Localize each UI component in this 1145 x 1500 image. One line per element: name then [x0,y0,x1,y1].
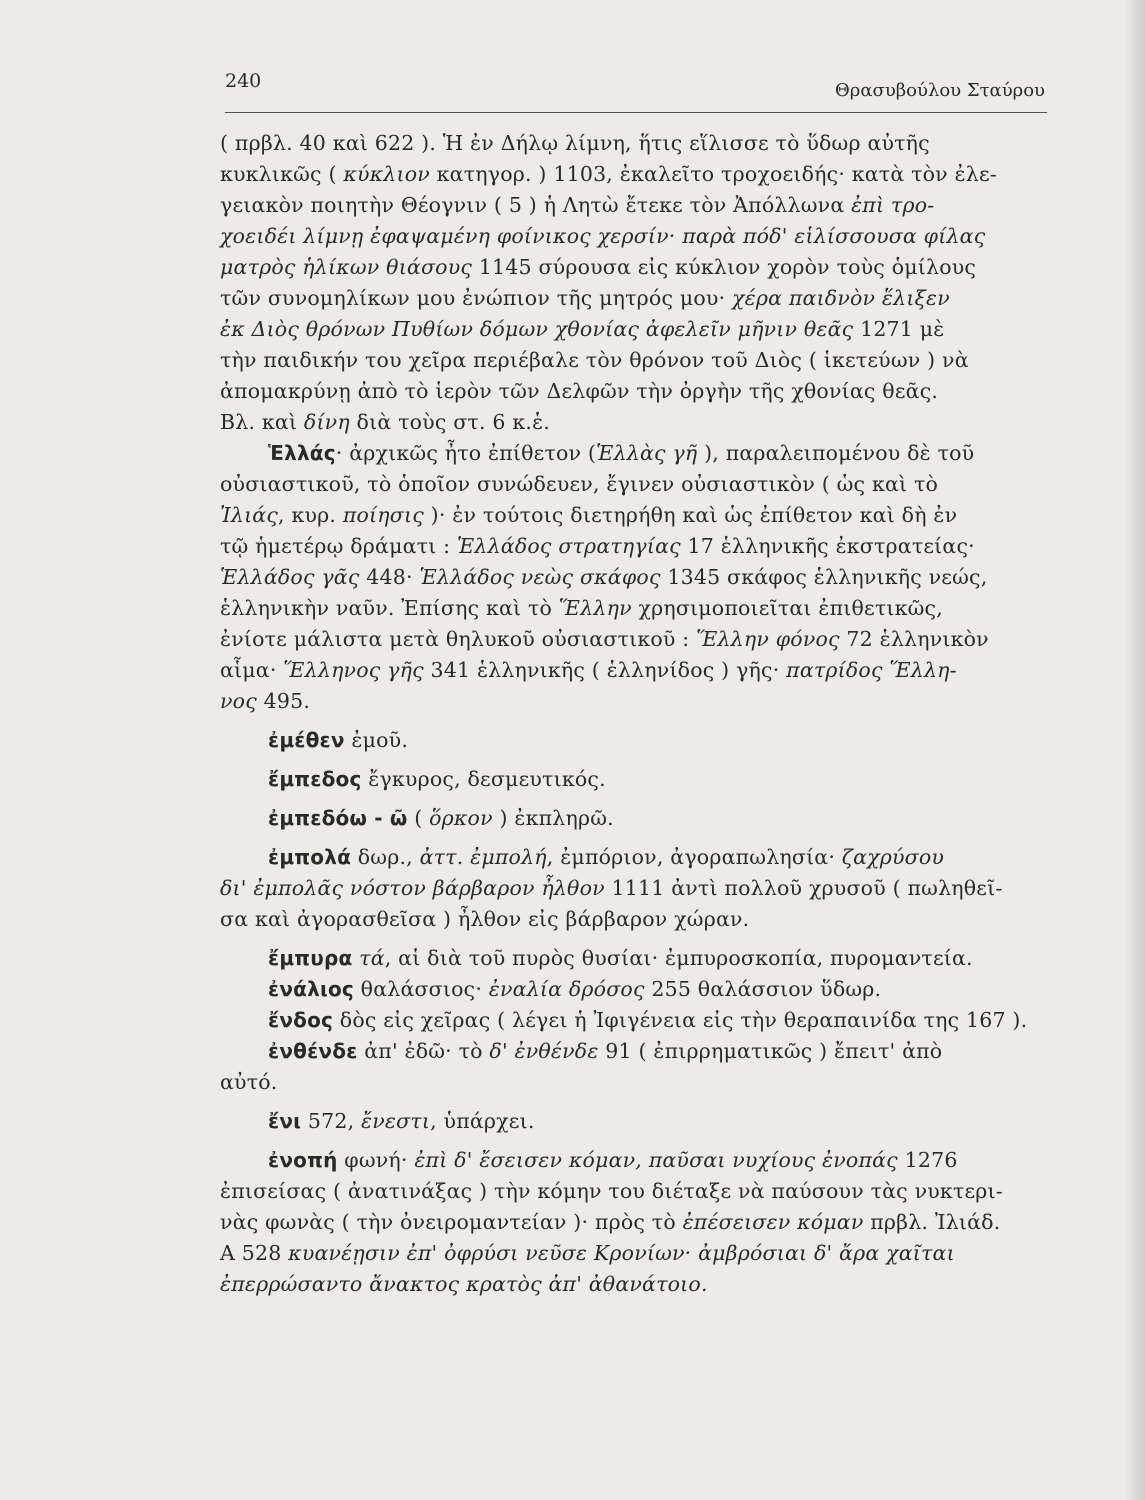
entry-gap [220,1137,1050,1145]
text-run: δὸς εἰς χεῖρας ( λέγει ἡ Ἰφιγένεια εἰς τὴν θεραπαινίδα της 167 ). [333,1008,1028,1032]
text-run: 17 ἑλληνικῆς ἐκστρατείας· [680,534,975,558]
text-line [220,252,1050,283]
text-run: 1345 σκάφος ἑλληνικῆς νεώς, [660,565,988,589]
text-line [220,593,1050,624]
text-run: Α 528 [220,1241,289,1265]
text-line [220,974,1050,1005]
text-run: , αἱ διὰ τοῦ πυρὸς θυσίαι· ἐμπυροσκοπία, πυρομαντεία. [384,946,973,970]
italic-quote: Ἑλλάδος γᾶς [220,565,360,589]
headword: Ἑλλάς [268,441,336,465]
italic-quote: Ἕλληνος γῆς [283,658,424,682]
text-run: γειακὸν ποιητὴν Θέογνιν ( 5 ) ἡ Λητὼ ἔτεκε τὸν Ἀπόλλωνα [220,193,852,217]
text-line [220,904,1050,935]
text-run: 255 θαλάσσιον ὕδωρ. [644,977,882,1001]
text-line [220,190,1050,221]
text-line [220,943,1050,974]
entry-gap [220,717,1050,725]
text-line [220,1145,1050,1176]
italic-quote: ἐπὶ δ' ἔσεισεν κόμαν, παῦσαι νυχίους ἐνοπάς [414,1148,898,1172]
text-line [220,221,1050,252]
headword: ἐνοπή [268,1148,338,1172]
text-run: ἀπομακρύνῃ ἀπὸ τὸ ἱερὸν τῶν Δελφῶν τὴν ὀργὴν τῆς χθονίας θεᾶς. [220,379,939,403]
text-run: ἐμοῦ. [344,728,409,752]
text-line [220,803,1050,834]
text-run: 1276 [897,1148,958,1172]
page-header [225,70,1045,100]
header-rule [225,112,1047,113]
text-run: νὰς φωνὰς ( τὴν ὀνειρομαντείαν )· πρὸς τὸ [220,1210,683,1234]
text-line [220,1238,1050,1269]
text-run: 91 ( ἐπιρρηματικῶς ) ἔπειτ' ἀπὸ [598,1039,943,1063]
text-line [220,655,1050,686]
text-run: θαλάσσιος· [353,977,489,1001]
text-line [220,345,1050,376]
text-line [220,1207,1050,1238]
text-run: 72 ἑλληνικὸν [839,627,989,651]
running-title: Θρασυβούλου Σταύρου [835,80,1045,101]
italic-quote: χοειδέι λίμνῃ ἐφαψαμένη φοίνικος χερσίν· παρὰ πόδ' εἱλίσσουσα φίλας [220,224,986,248]
text-line [220,1067,1050,1098]
text-run: · ἀρχικῶς ἦτο ἐπίθετον ( [335,441,597,465]
text-run: 448· [359,565,420,589]
italic-quote: δι' ἐμπολᾶς νόστον βάρβαρον ἦλθον [220,876,605,900]
headword: ἔνι [268,1109,302,1133]
text-run: ) ἐκπληρῶ. [492,806,614,830]
italic-quote: δίνη [303,410,350,434]
text-run: αὐτό. [220,1070,278,1094]
text-run: σα καὶ ἀγορασθεῖσα ) ἦλθον εἰς βάρβαρον χώραν. [220,907,750,931]
text-line [220,531,1050,562]
entry-gap [220,935,1050,943]
text-line [220,500,1050,531]
italic-quote: ποίησις [342,503,424,527]
entry-gap [220,756,1050,764]
text-run: ), παραλειπομένου δὲ τοῦ [697,441,975,465]
italic-quote: ματρὸς ἡλίκων θιάσους [220,255,473,279]
italic-quote: κυανέῃσιν ἐπ' ὀφρύσι νεῦσε Κρονίων· ἀμβρόσιαι δ' ἄρα χαῖται [288,1241,955,1265]
headword: ἐμπολά [268,845,352,869]
italic-quote: Ἕλλην φόνος [696,627,840,651]
italic-quote: ἐκ Διὸς θρόνων Πυθίων δόμων χθονίας ἀφελεῖν μῆνιν θεᾶς [220,317,854,341]
entry-gap [220,795,1050,803]
text-run: 1111 ἀντὶ πολλοῦ χρυσοῦ ( πωληθεῖ- [604,876,1003,900]
headword: ἐμέθεν [268,728,345,752]
text-run: 1145 σύρουσα εἰς κύκλιον χορὸν τοὺς ὁμίλους [472,255,977,279]
text-line [220,842,1050,873]
headword: ἔνδος [268,1008,334,1032]
italic-quote: Ἑλλάδος στρατηγίας [456,534,681,558]
italic-quote: ἐπέσεισεν κόμαν [682,1210,864,1234]
text-run: ( πρβλ. 40 καὶ 622 ). Ἡ ἐν Δήλῳ λίμνη, ἥτις εἵλισσε τὸ ὕδωρ αὐτῆς [220,131,930,155]
text-run: 1271 μὲ [853,317,945,341]
italic-quote: πατρίδος Ἕλλη- [786,658,957,682]
glossary-text [220,128,1050,1300]
headword: ἐνθένδε [268,1039,358,1063]
text-run: κυκλικῶς ( [220,162,344,186]
text-run: ἀπ' ἐδῶ· τὸ [357,1039,490,1063]
text-line [220,562,1050,593]
text-run: αἷμα· [220,658,284,682]
text-run: 341 ἑλληνικῆς ( ἑλληνίδος ) γῆς· [423,658,787,682]
text-line [220,1036,1050,1067]
text-run: 572, [301,1109,362,1133]
text-run: πρβλ. Ἰλιάδ. [863,1210,1001,1234]
text-line [220,128,1050,159]
text-line [220,624,1050,655]
text-line [220,376,1050,407]
text-run: τῶν συνομηλίκων μου ἐνώπιον τῆς μητρός μου· [220,286,733,310]
italic-quote: ἔνεστι [361,1109,431,1133]
text-run: ἐνίοτε μάλιστα μετὰ θηλυκοῦ οὐσιαστικοῦ : [220,627,697,651]
text-line [220,725,1050,756]
text-run: , ἐμπόριον, ἀγοραπωλησία· [546,845,842,869]
italic-quote: ἐπὶ τρο- [851,193,935,217]
italic-quote: χέρα παιδνὸν ἕλιξεν [732,286,950,310]
text-line [220,873,1050,904]
italic-quote: τά [359,946,385,970]
italic-quote: Ἑλλάδος νεὼς σκάφος [419,565,661,589]
italic-quote: ἀττ. ἐμπολή [419,845,547,869]
text-run: κατηγορ. ) 1103, ἐκαλεῖτο τροχοειδής· κατὰ τὸν ἐλε- [429,162,997,186]
text-run: 495. [256,689,311,713]
text-run: χρησιμοποιεῖται ἐπιθετικῶς, [631,596,943,620]
italic-quote: ὅρκον [429,806,493,830]
text-run: ( [407,806,430,830]
headword: ἐμπεδόω - ῶ [268,806,408,830]
italic-quote: ἐπερρώσαντο ἄνακτος κρατὸς ἀπ' ἀθανάτοιο. [220,1272,708,1296]
headword: ἐνάλιος [268,977,354,1001]
italic-quote: Ἑλλὰς γῆ [596,441,698,465]
text-line [220,1005,1050,1036]
text-run: οὐσιαστικοῦ, τὸ ὁποῖον συνώδευεν, ἔγινεν οὐσιαστικὸν ( ὡς καὶ τὸ [220,472,939,496]
text-run: , ὑπάρχει. [430,1109,535,1133]
italic-quote: κύκλιον [343,162,430,186]
text-run: φωνή· [337,1148,415,1172]
headword: ἔμπυρα [268,946,353,970]
page-number: 240 [225,70,262,92]
text-run: )· ἐν τούτοις διετηρήθη καὶ ὡς ἐπίθετον καὶ δὴ ἐν [423,503,958,527]
text-run: ἐπισείσας ( ἀνατινάξας ) τὴν κόμην του διέταξε νὰ παύσουν τὰς νυκτερι- [220,1179,1003,1203]
italic-quote: ἐναλία δρόσος [488,977,645,1001]
text-line [220,314,1050,345]
italic-quote: δ' ἐνθένδε [489,1039,599,1063]
text-run: , κυρ. [278,503,343,527]
text-line [220,764,1050,795]
text-line [220,159,1050,190]
text-run: ἔγκυρος, δεσμευτικός. [361,767,606,791]
text-line [220,1176,1050,1207]
text-run: διὰ τοὺς στ. 6 κ.ἑ. [349,410,551,434]
text-line [220,686,1050,717]
text-run: ἑλληνικὴν ναῦν. Ἐπίσης καὶ τὸ [220,596,559,620]
text-line [220,438,1050,469]
text-line [220,1269,1050,1300]
italic-quote: Ἕλλην [558,596,632,620]
text-line [220,283,1050,314]
italic-quote: ζαχρύσου [841,845,945,869]
text-run: τῷ ἡμετέρῳ δράματι : [220,534,457,558]
text-run: Βλ. καὶ [220,410,304,434]
text-line [220,407,1050,438]
text-line [220,469,1050,500]
page-edge-shadow [1125,0,1145,1500]
text-run: δωρ., [351,845,420,869]
entry-gap [220,834,1050,842]
italic-quote: Ἰλιάς [220,503,279,527]
text-run: τὴν παιδικήν του χεῖρα περιέβαλε τὸν θρόνον τοῦ Διὸς ( ἱκετεύων ) νὰ [220,348,969,372]
text-line [220,1106,1050,1137]
italic-quote: νος [220,689,257,713]
headword: ἔμπεδος [268,767,362,791]
entry-gap [220,1098,1050,1106]
